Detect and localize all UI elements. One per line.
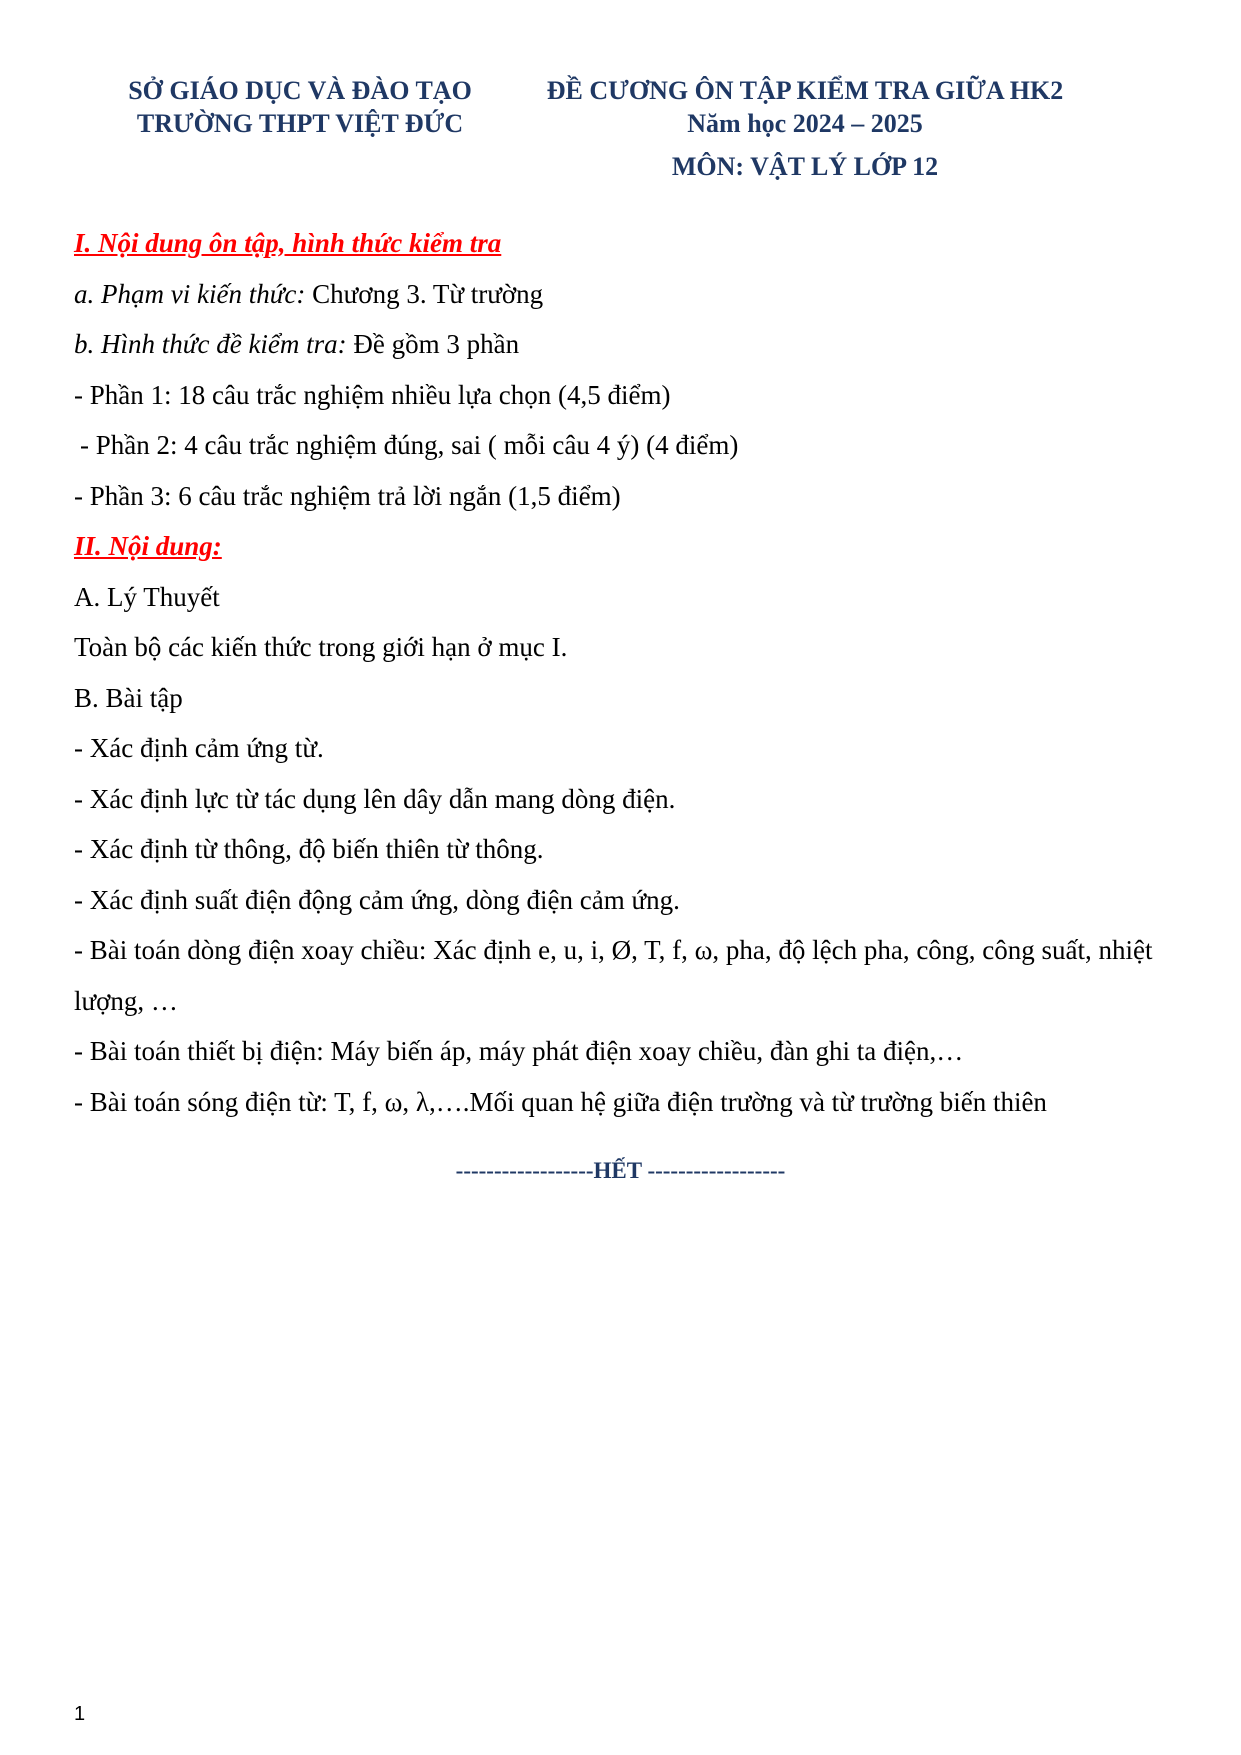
exercise-item: - Bài toán thiết bị điện: Máy biến áp, máy phát điện xoay chiều, đàn ghi ta điện,… <box>74 1036 964 1066</box>
exercise-heading: B. Bài tập <box>74 682 183 713</box>
header-left <box>100 74 500 140</box>
page-number: 1 <box>74 1703 86 1725</box>
scope-value: Chương 3. Từ trường <box>305 278 544 309</box>
end-mark: ------------------HẾT ------------------ <box>455 1158 786 1183</box>
exercise-item: - Xác định cảm ứng từ. <box>74 733 324 763</box>
section-1-title: I. Nội dung ôn tập, hình thức kiểm tra <box>74 228 502 258</box>
scope-line <box>74 269 1164 320</box>
exercise-item: - Xác định lực từ tác dụng lên dây dẫn mang dòng điện. <box>74 783 676 814</box>
format-value: Đề gồm 3 phần <box>346 329 520 359</box>
theory-heading: A. Lý Thuyết <box>74 581 220 612</box>
format-label: b. Hình thức đề kiểm tra: <box>74 329 347 359</box>
theory-text: Toàn bộ các kiến thức trong giới hạn ở mục I. <box>74 632 568 662</box>
exercise-item: - Xác định suất điện động cảm ứng, dòng điện cảm ứng. <box>74 884 680 915</box>
format-line <box>74 319 1164 370</box>
school-year: Năm học 2024 – 2025 <box>687 109 923 138</box>
part-2-line: - Phần 2: 4 câu trắc nghiệm đúng, sai ( mỗi câu 4 ý) (4 điểm) <box>80 430 739 460</box>
school-name: TRƯỜNG THPT VIỆT ĐỨC <box>136 109 464 138</box>
exercise-item: - Xác định từ thông, độ biến thiên từ thông. <box>74 834 544 864</box>
document-body <box>74 218 1164 1127</box>
header-right <box>520 74 1090 183</box>
scope-label: a. Phạm vi kiến thức: <box>74 278 306 309</box>
exercise-item: - Bài toán dòng điện xoay chiều: Xác định e, u, i, Ø, T, f, ω, pha, độ lệch pha, công, công suất, nhiệt lượng, … <box>74 935 1153 1016</box>
section-2-title: II. Nội dung: <box>74 531 222 561</box>
document-title: ĐỀ CƯƠNG ÔN TẬP KIỂM TRA GIỮA HK2 <box>546 76 1064 105</box>
part-3-line: - Phần 3: 6 câu trắc nghiệm trả lời ngắn (1,5 điểm) <box>74 480 621 511</box>
subject-title: MÔN: VẬT LÝ LỚP 12 <box>671 152 939 181</box>
part-1-line: - Phần 1: 18 câu trắc nghiệm nhiều lựa chọn (4,5 điểm) <box>74 379 671 410</box>
exercise-item: - Bài toán sóng điện từ: T, f, ω, λ,….Mối quan hệ giữa điện trường và từ trường biến thiên <box>74 1086 1047 1117</box>
department-name: SỞ GIÁO DỤC VÀ ĐÀO TẠO <box>128 76 472 105</box>
